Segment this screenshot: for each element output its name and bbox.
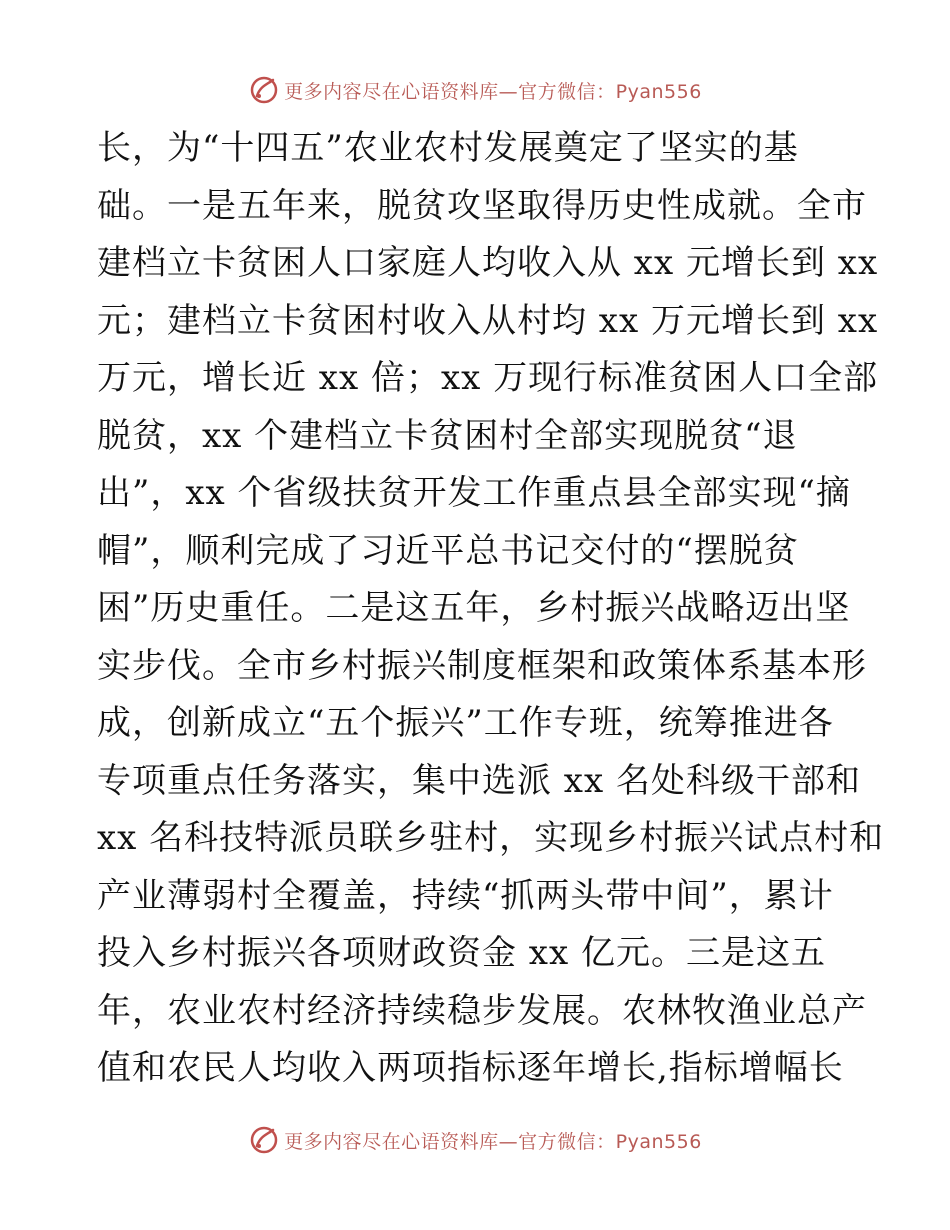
text-line: 长，为“十四五”农业农村发展奠定了坚实的基 [97,128,799,168]
header-watermark [0,70,950,110]
logo-icon [248,74,280,106]
logo-icon [248,1124,280,1156]
text-line: 专项重点任务落实，集中选派 xx 名处科级干部和 [97,760,861,801]
text-line: 困”历史重任。二是这五年，乡村振兴战略迈出坚 [97,588,851,628]
watermark-text: 更多内容尽在心语资料库—官方微信：Pyan556 [284,80,702,103]
document-body [97,120,885,1098]
text-line: 础。一是五年来，脱贫攻坚取得历史性成就。全市 [97,185,867,226]
text-line: 万元，增长近 xx 倍；xx 万现行标准贫困人口全部 [97,358,879,398]
text-line: 实步伐。全市乡村振兴制度框架和政策体系基本形 [97,645,867,686]
text-line: xx 名科技特派员联乡驻村，实现乡村振兴试点村和 [97,818,885,858]
text-line: 年，农业农村经济持续稳步发展。农林牧渔业总产 [97,990,867,1031]
footer-watermark [0,1120,950,1160]
text-line: 建档立卡贫困人口家庭人均收入从 xx 元增长到 xx [97,243,879,283]
text-line: 产业薄弱村全覆盖，持续“抓两头带中间”，累计 [97,875,834,916]
text-line: 值和农民人均收入两项指标逐年增长,指标增幅长 [97,1048,844,1088]
watermark-text: 更多内容尽在心语资料库—官方微信：Pyan556 [284,1130,702,1153]
text-line: 投入乡村振兴各项财政资金 xx 亿元。三是这五 [97,933,826,973]
text-line: 出”，xx 个省级扶贫开发工作重点县全部实现“摘 [97,473,851,513]
text-line: 成，创新成立“五个振兴”工作专班，统筹推进各 [97,703,834,743]
text-line: 帽”，顺利完成了习近平总书记交付的“摆脱贫 [97,530,799,571]
text-line: 脱贫，xx 个建档立卡贫困村全部实现脱贫“退 [97,415,798,456]
text-line: 元；建档立卡贫困村收入从村均 xx 万元增长到 xx [97,300,879,341]
